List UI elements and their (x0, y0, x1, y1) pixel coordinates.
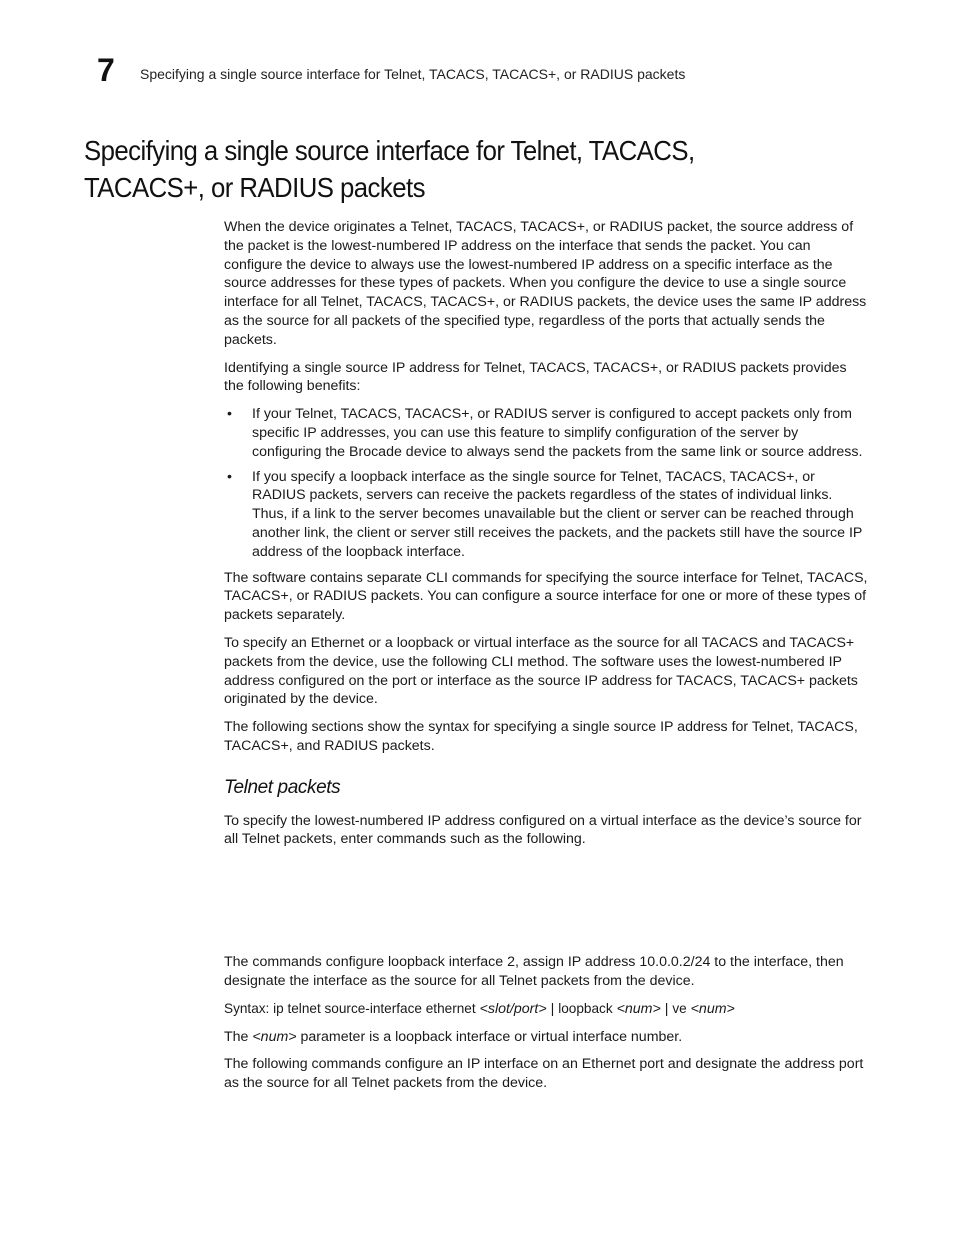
body-text (224, 218, 868, 1102)
benefits-list (224, 405, 868, 561)
telnet-explanation-paragraph: The commands configure loopback interface 2, assign IP address 10.0.0.2/24 to the interface, then designate the interface as the source for all Telnet packets from the device. (224, 954, 844, 989)
syntax-command: Syntax: ip telnet source-interface ethernet (224, 1000, 476, 1016)
chapter-number: 7 (97, 52, 115, 88)
syntax-arg-num: <num> (616, 1000, 661, 1017)
bullet-icon: • (227, 468, 232, 485)
syntax-separator: | (546, 1000, 559, 1017)
cli-commands-paragraph: The software contains separate CLI commands for specifying the source interface for Telnet, TACACS, TACACS+, or RADIUS packets. You can configure a source interface for one or more of these types of packets separately. (224, 569, 868, 624)
syntax-keyword-loopback: loopback (558, 1000, 613, 1016)
sections-overview-paragraph: The following sections show the syntax for specifying a single source IP address for Telnet, TACACS, TACACS+, and RADIUS packets. (224, 719, 858, 754)
bullet-icon: • (227, 406, 232, 423)
list-item-text: If your Telnet, TACACS, TACACS+, or RADIUS server is configured to accept packets only from specific IP addresses, you can use this feature to simplify configuration of the server by configuring the Brocade device to always send the packets from the same link or source address. (252, 406, 863, 460)
syntax-keyword-ve: ve (672, 1000, 687, 1016)
text-run: The (224, 1028, 253, 1045)
syntax-arg-num: <num> (690, 1000, 735, 1017)
num-parameter-paragraph (224, 1028, 868, 1047)
telnet-intro-paragraph: To specify the lowest-numbered IP address configured on a virtual interface as the device’s source for all Telnet packets, enter commands such as the following. (224, 812, 862, 848)
list-item (224, 405, 868, 461)
section-title: Specifying a single source interface for Telnet, TACACS, TACACS+, or RADIUS packets (84, 135, 695, 203)
intro-paragraph: When the device originates a Telnet, TACACS, TACACS+, or RADIUS packet, the source address of the packet is the lowest-numbered IP address on the interface that sends the packet. You can configure the device to always use the lowest-numbered IP address on a specific interface as the source addresses for these types of packets. When you configure the device to use a single source interface for all Telnet, TACACS, TACACS+, or RADIUS packets, the device uses the same IP address as the source for all packets of the specified type, regardless of the ports that actually sends the packets. (224, 219, 867, 348)
syntax-separator: | (660, 1000, 673, 1017)
syntax-arg-slot-port: <slot/port> (479, 1000, 547, 1017)
tacacs-source-paragraph: To specify an Ethernet or a loopback or virtual interface as the source for all TACACS and TACACS+ packets from the device, use the following CLI method. The software uses the lowest-numbered IP address configured on the port or interface as the source IP address for TACACS, TACACS+ packets originated by the device. (224, 634, 858, 708)
code-example-area (224, 858, 868, 953)
running-header-title: Specifying a single source interface for Telnet, TACACS, TACACS+, or RADIUS packets (140, 66, 686, 82)
telnet-packets-heading: Telnet packets (224, 776, 341, 798)
syntax-line (224, 1000, 868, 1019)
list-item (224, 468, 868, 562)
list-item-text: If you specify a loopback interface as the single source for Telnet, TACACS, TACACS+, or RADIUS packets, servers can receive the packets regardless of the states of individual links. Thus, if a link to the server becomes unavailable but the client or server can be reached through another link, the client or server still receives the packets, and the packets still have the source IP address of the loopback interface. (252, 468, 863, 560)
text-run: parameter is a loopback interface or virtual interface number. (296, 1028, 683, 1045)
num-parameter: <num> (252, 1028, 297, 1045)
ethernet-commands-paragraph: The following commands configure an IP interface on an Ethernet port and designate the address port as the source for all Telnet packets from the device. (224, 1056, 864, 1092)
benefits-intro-paragraph: Identifying a single source IP address for Telnet, TACACS, TACACS+, or RADIUS packets provides the following benefits: (224, 359, 847, 395)
